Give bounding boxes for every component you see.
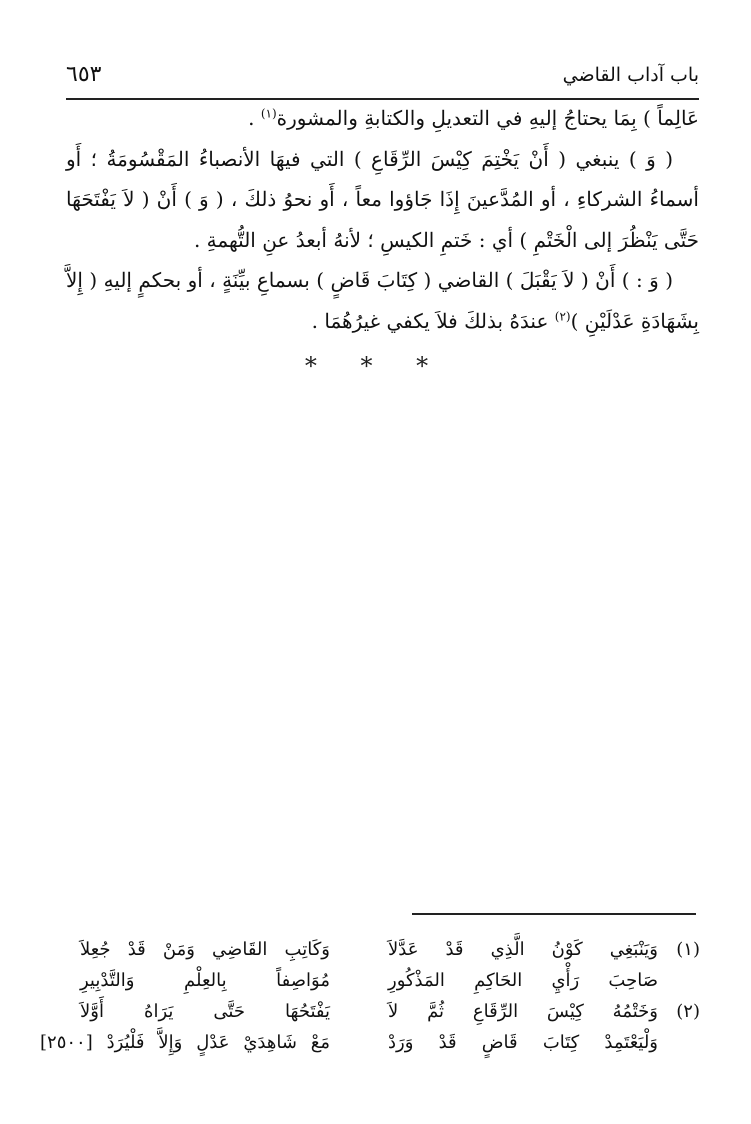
paragraph-2: ( وَ ) ينبغي ( أَنْ يَخْتِمَ كِيْسَ الرِّقَاعِ ) التي فيهَا الأنصباءُ المَقْسُومَةُ ؛ أَو أسماءُ الشركاءِ ، أو المُدَّعينَ إِذَا جَاؤوا معاً ، أَو نحوُ ذلكَ ، ( وَ ) أَنْ ( لاَ يَفْتَحَهَا حَتَّى يَنْظُرَ إلى الْخَتْمِ ) أي : خَتمِ الكيسِ ؛ لأنهُ أبعدُ عنِ التُّهمةِ . (66, 146, 699, 252)
footnote-number: (٢) (676, 1001, 700, 1022)
verse-second-half: وَكَاتِبِ القَاضِي وَمَنْ قَدْ جُعِلاَ (80, 939, 330, 960)
footnote-ref-2: (٢) (554, 308, 571, 323)
paragraph-tail: . (248, 106, 261, 130)
section-ornament: * * * (304, 352, 447, 380)
verse-first-half: وَلْيَعْتَمِدْ كِتَابَ قَاضٍ قَدْ وَرَدْ (388, 1032, 658, 1053)
paragraph-3 (66, 260, 699, 341)
main-text (66, 98, 699, 341)
footnote-number: (١) (676, 939, 700, 960)
running-header (66, 58, 699, 100)
paragraph-text: عَالِماً ) بِمَا يحتاجُ إليهِ في التعديلِ والكتابةِ والمشورة (276, 106, 699, 130)
page-number: ٦٥٣ (66, 62, 102, 87)
footnote-verse-line (40, 966, 700, 997)
footnote-verse-line (40, 997, 700, 1028)
verse-second-half: يَفْتَحُهَا حَتَّى يَرَاهُ أَوَّلاَ (80, 1001, 330, 1022)
paragraph-tail: عندَهُ بذلكَ فلاَ يكفي غيرُهُمَا . (311, 308, 555, 333)
paragraph-text: ( وَ : ) أَنْ ( لاَ يَقْبَلَ ) القاضي ( كِتَابَ قَاضٍ ) بسماعِ بيِّنَةٍ ، أو بحكمٍ إليهِ ( إِلاَّ بِشَهَادَةِ عَدْلَيْنِ ) (66, 268, 699, 333)
footnote-ref-1: (١) (260, 106, 277, 121)
verse-first-half: وَيَنْبَغِي كَوْنُ الَّذِي قَدْ عَدَّلاَ (388, 939, 658, 960)
verse-first-half: صَاحِبَ رَأْيِ الحَاكِمِ المَذْكُورِ (388, 970, 658, 991)
chapter-title: باب آداب القاضي (562, 64, 699, 86)
verse-first-half: وَخَتْمُهُ كِيْسَ الرِّقَاعِ ثُمَّ لاَ (388, 1001, 658, 1022)
verse-second-half: مَعْ شَاهِدَيْ عَدْلٍ وَإِلاَّ فَلْيُرَدْ [٢٥٠٠] (40, 1032, 330, 1053)
paragraph-1 (66, 98, 699, 139)
footnote-divider (412, 913, 696, 915)
footnotes (40, 935, 700, 1059)
verse-second-half: مُوَاصِفاً بِالعِلْمِ وَالتَّدْبِيرِ (80, 970, 330, 991)
footnote-verse-line (40, 935, 700, 966)
footnote-verse-line (40, 1028, 700, 1059)
